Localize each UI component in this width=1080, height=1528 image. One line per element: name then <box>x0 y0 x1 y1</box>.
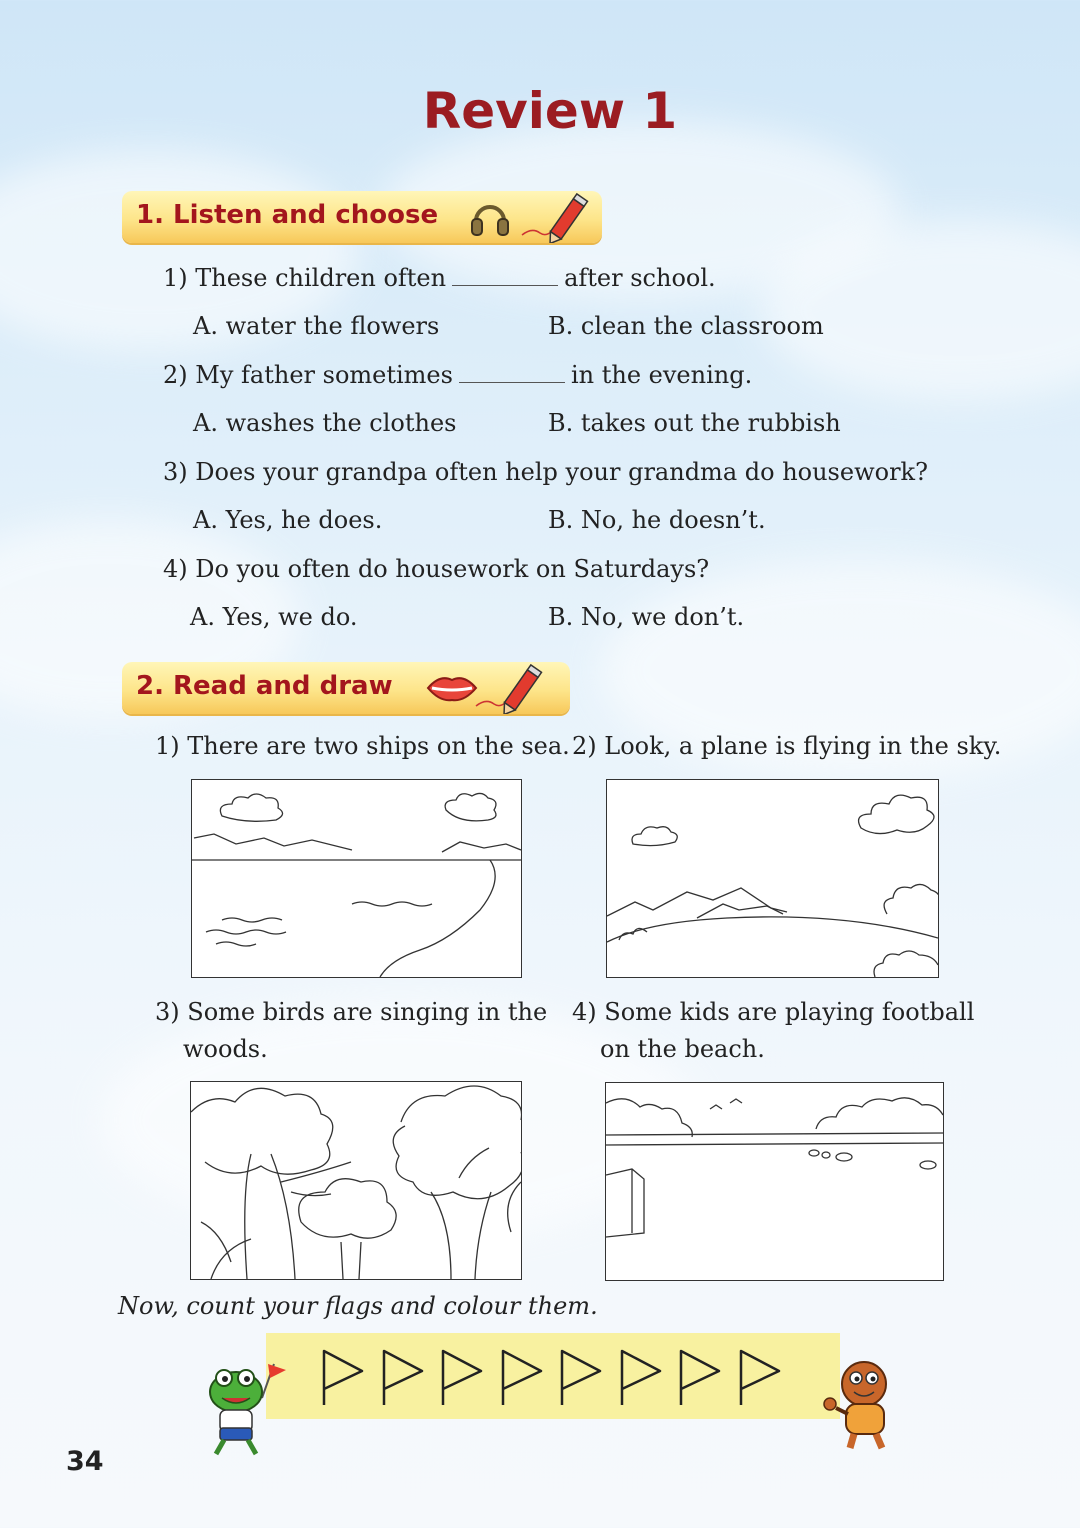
question-2-text-after: in the evening. <box>570 361 753 389</box>
section-1-banner <box>122 191 602 243</box>
bear-character-icon <box>820 1358 900 1454</box>
question-4-option-b[interactable]: B. No, we don’t. <box>548 603 745 631</box>
drawing-area-beach[interactable] <box>605 1082 944 1281</box>
flag-outline-icon[interactable] <box>437 1347 487 1407</box>
question-1-option-a[interactable]: A. water the flowers <box>193 312 440 340</box>
question-3-option-b[interactable]: B. No, he doesn’t. <box>548 506 766 534</box>
draw-item-4-caption-line-2: on the beach. <box>600 1035 765 1063</box>
draw-item-3-caption: 3) Some birds are singing in the <box>155 998 548 1026</box>
footer-instruction: Now, count your flags and colour them. <box>118 1292 598 1320</box>
section-1-heading: 1. Listen and choose <box>136 200 439 230</box>
drawing-area-sky[interactable] <box>606 779 939 978</box>
answer-blank-1[interactable] <box>452 265 558 286</box>
section-2-heading: 2. Read and draw <box>136 671 393 701</box>
question-2-option-b[interactable]: B. takes out the rubbish <box>548 409 841 437</box>
flag-outline-icon[interactable] <box>556 1347 606 1407</box>
page-title: Review 1 <box>422 82 678 140</box>
question-3-option-a[interactable]: A. Yes, he does. <box>193 506 383 534</box>
question-1 <box>163 264 716 292</box>
frog-character-icon <box>196 1358 286 1458</box>
section-2-banner <box>122 662 570 714</box>
question-1-option-b[interactable]: B. clean the classroom <box>548 312 824 340</box>
draw-item-2-caption: 2) Look, a plane is flying in the sky. <box>572 732 1002 760</box>
flag-outline-icon[interactable] <box>616 1347 666 1407</box>
flag-outline-icon[interactable] <box>318 1347 368 1407</box>
drawing-area-woods[interactable] <box>190 1081 522 1280</box>
answer-blank-2[interactable] <box>459 362 565 383</box>
flag-tracker <box>266 1333 840 1419</box>
headphones-icon <box>466 195 514 243</box>
question-1-text-after: after school. <box>564 264 716 292</box>
draw-item-4-caption: 4) Some kids are playing football <box>572 998 975 1026</box>
flag-outline-icon[interactable] <box>675 1347 725 1407</box>
question-4-option-a[interactable]: A. Yes, we do. <box>190 603 358 631</box>
draw-item-3-caption-line-2: woods. <box>183 1035 268 1063</box>
page-number: 34 <box>66 1446 104 1477</box>
pencil-icon <box>472 662 552 714</box>
question-3: 3) Does your grandpa often help your grandma do housework? <box>163 458 928 486</box>
question-2 <box>163 361 752 389</box>
flag-outline-icon[interactable] <box>378 1347 428 1407</box>
question-2-option-a[interactable]: A. washes the clothes <box>193 409 457 437</box>
question-2-text-before: 2) My father sometimes <box>163 361 453 389</box>
draw-item-1-caption: 1) There are two ships on the sea. <box>155 732 570 760</box>
question-4: 4) Do you often do housework on Saturdays? <box>163 555 710 583</box>
question-1-text-before: 1) These children often <box>163 264 447 292</box>
flag-outline-icon[interactable] <box>735 1347 785 1407</box>
drawing-area-sea[interactable] <box>191 779 522 978</box>
pencil-icon <box>518 191 598 243</box>
flag-outline-icon[interactable] <box>497 1347 547 1407</box>
